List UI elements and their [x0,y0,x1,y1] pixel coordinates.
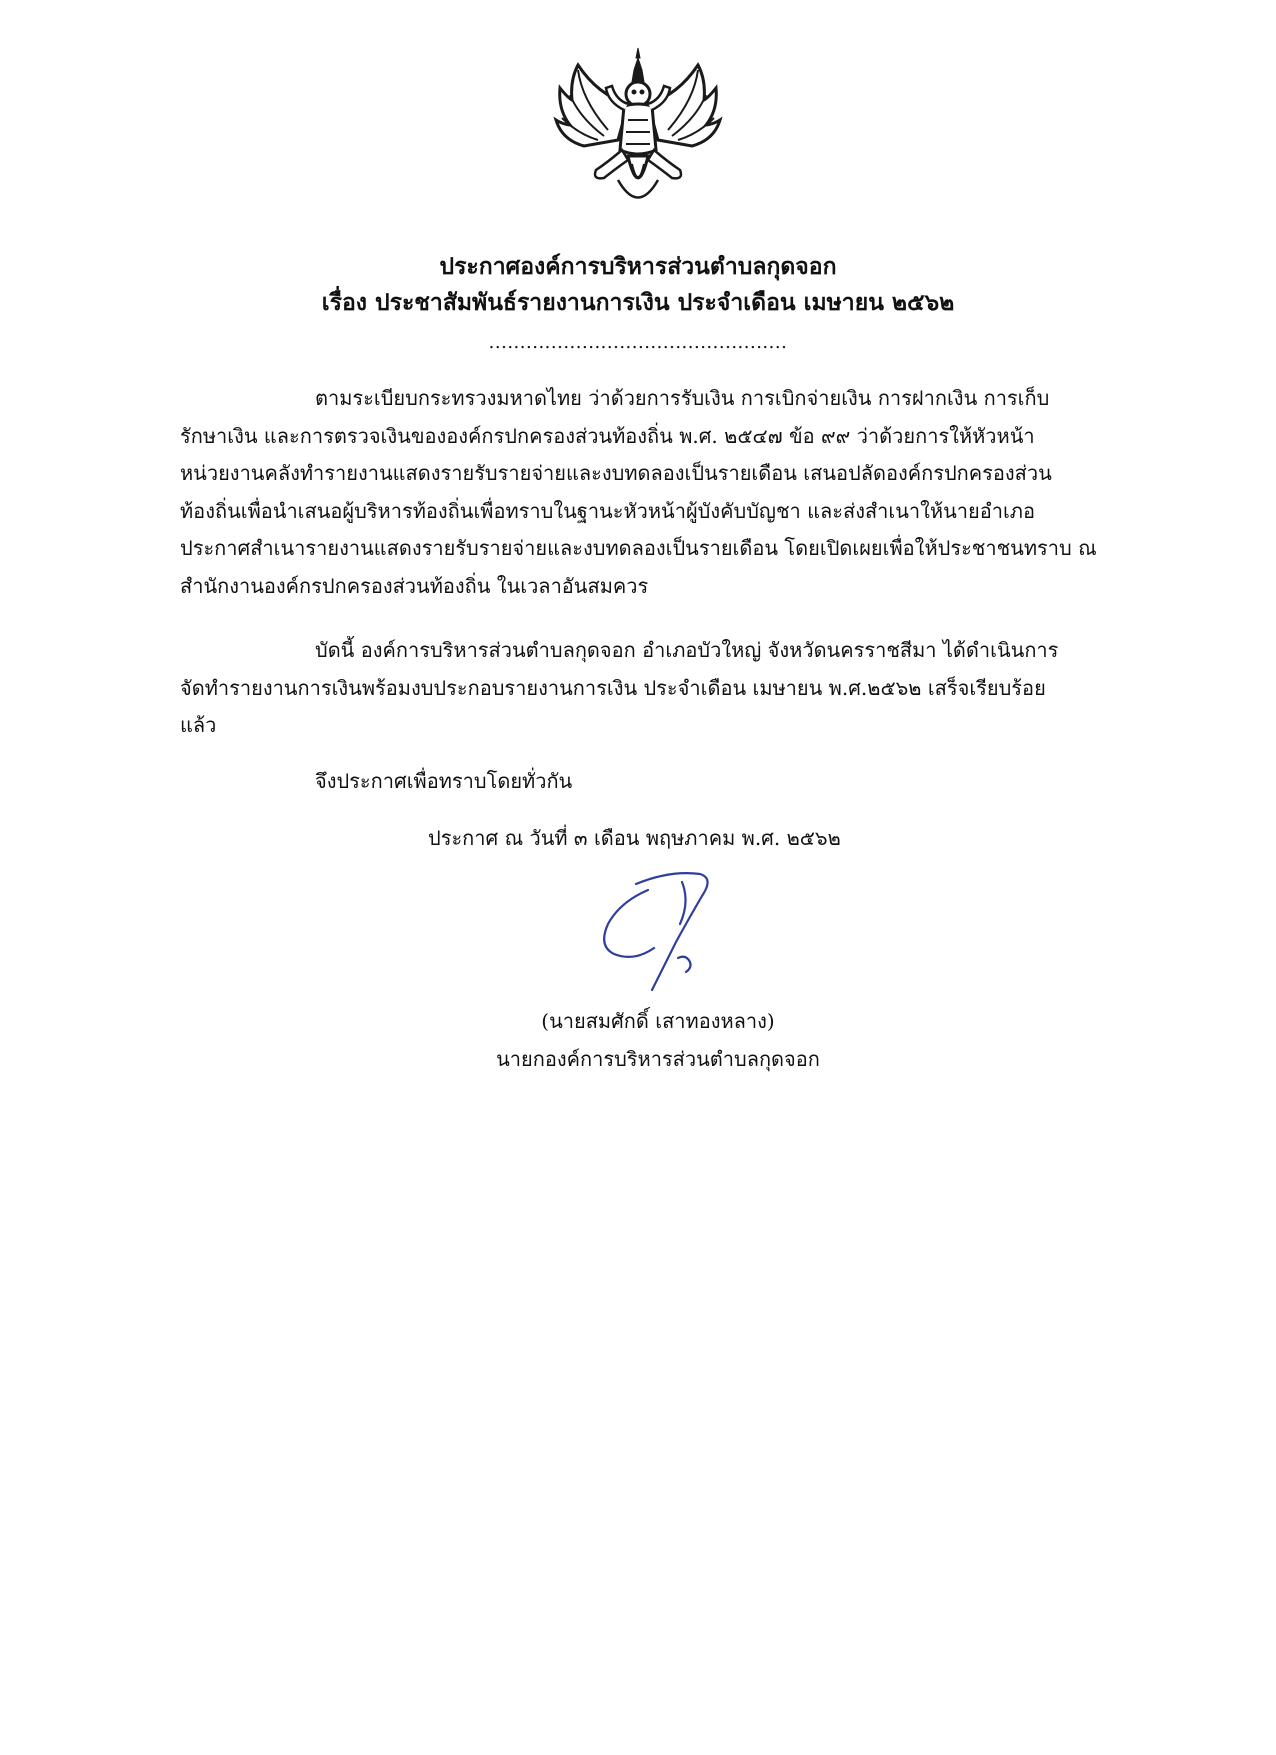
paragraph-line: รักษาเงิน และการตรวจเงินขององค์กรปกครองส่วนท้องถิ่น พ.ศ. ๒๕๔๗ ข้อ ๙๙ ว่าด้วยการให้หัวหน้า [180,423,1035,448]
paragraph-line: หน่วยงานคลังทำรายงานแสดงรายรับรายจ่ายและงบทดลองเป็นรายเดือน เสนอปลัดองค์กรปกครองส่วน [180,461,1052,485]
paragraph-line: บัดนี้ องค์การบริหารส่วนตำบลกุดจอก อำเภอบัวใหญ่ จังหวัดนครราชสีมา ได้ดำเนินการ [315,638,1059,662]
paragraph-line: แล้ว [180,713,217,737]
signer-position: นายกองค์การบริหารส่วนตำบลกุดจอก [496,1047,820,1071]
body-paragraph-1 [180,380,1115,605]
paragraph-line: ท้องถิ่นเพื่อนำเสนอผู้บริหารท้องถิ่นเพื่อทราบในฐานะหัวหน้าผู้บังคับบัญชา และส่งสำเนาให้นายอำเภอ [180,498,1035,523]
paragraph-line: ประกาศสำเนารายงานแสดงรายรับรายจ่ายและงบทดลองเป็นรายเดือน โดยเปิดเผยเพื่อให้ประชาชนทราบ ณ [180,536,1097,560]
signature-icon [590,862,740,997]
paragraph-line: จัดทำรายงานการเงินพร้อมงบประกอบรายงานการเงิน ประจำเดือน เมษายน พ.ศ.๒๕๖๒ เสร็จเรียบร้อย [180,675,1046,700]
body-paragraph-2 [180,632,1115,745]
signer-name: (นายสมศักดิ์ เสาทองหลาง) [541,1009,775,1033]
announcement-title: ประกาศองค์การบริหารส่วนตำบลกุดจอก [439,253,837,280]
paragraph-line: สำนักงานองค์กรปกครองส่วนท้องถิ่น ในเวลาอันสมควร [180,573,649,598]
announcement-subject: เรื่อง ประชาสัมพันธ์รายงานการเงิน ประจำเดือน เมษายน ๒๕๖๒ [321,289,955,316]
closing-statement: จึงประกาศเพื่อทราบโดยทั่วกัน [315,769,573,793]
paragraph-line: ตามระเบียบกระทรวงมหาดไทย ว่าด้วยการรับเงิน การเบิกจ่ายเงิน การฝากเงิน การเก็บ [315,386,1050,410]
garuda-emblem-icon [548,40,728,220]
announcement-date: ประกาศ ณ วันที่ ๓ เดือน พฤษภาคม พ.ศ. ๒๕๖๒ [428,826,841,850]
title-divider: ................................................ [488,332,788,353]
